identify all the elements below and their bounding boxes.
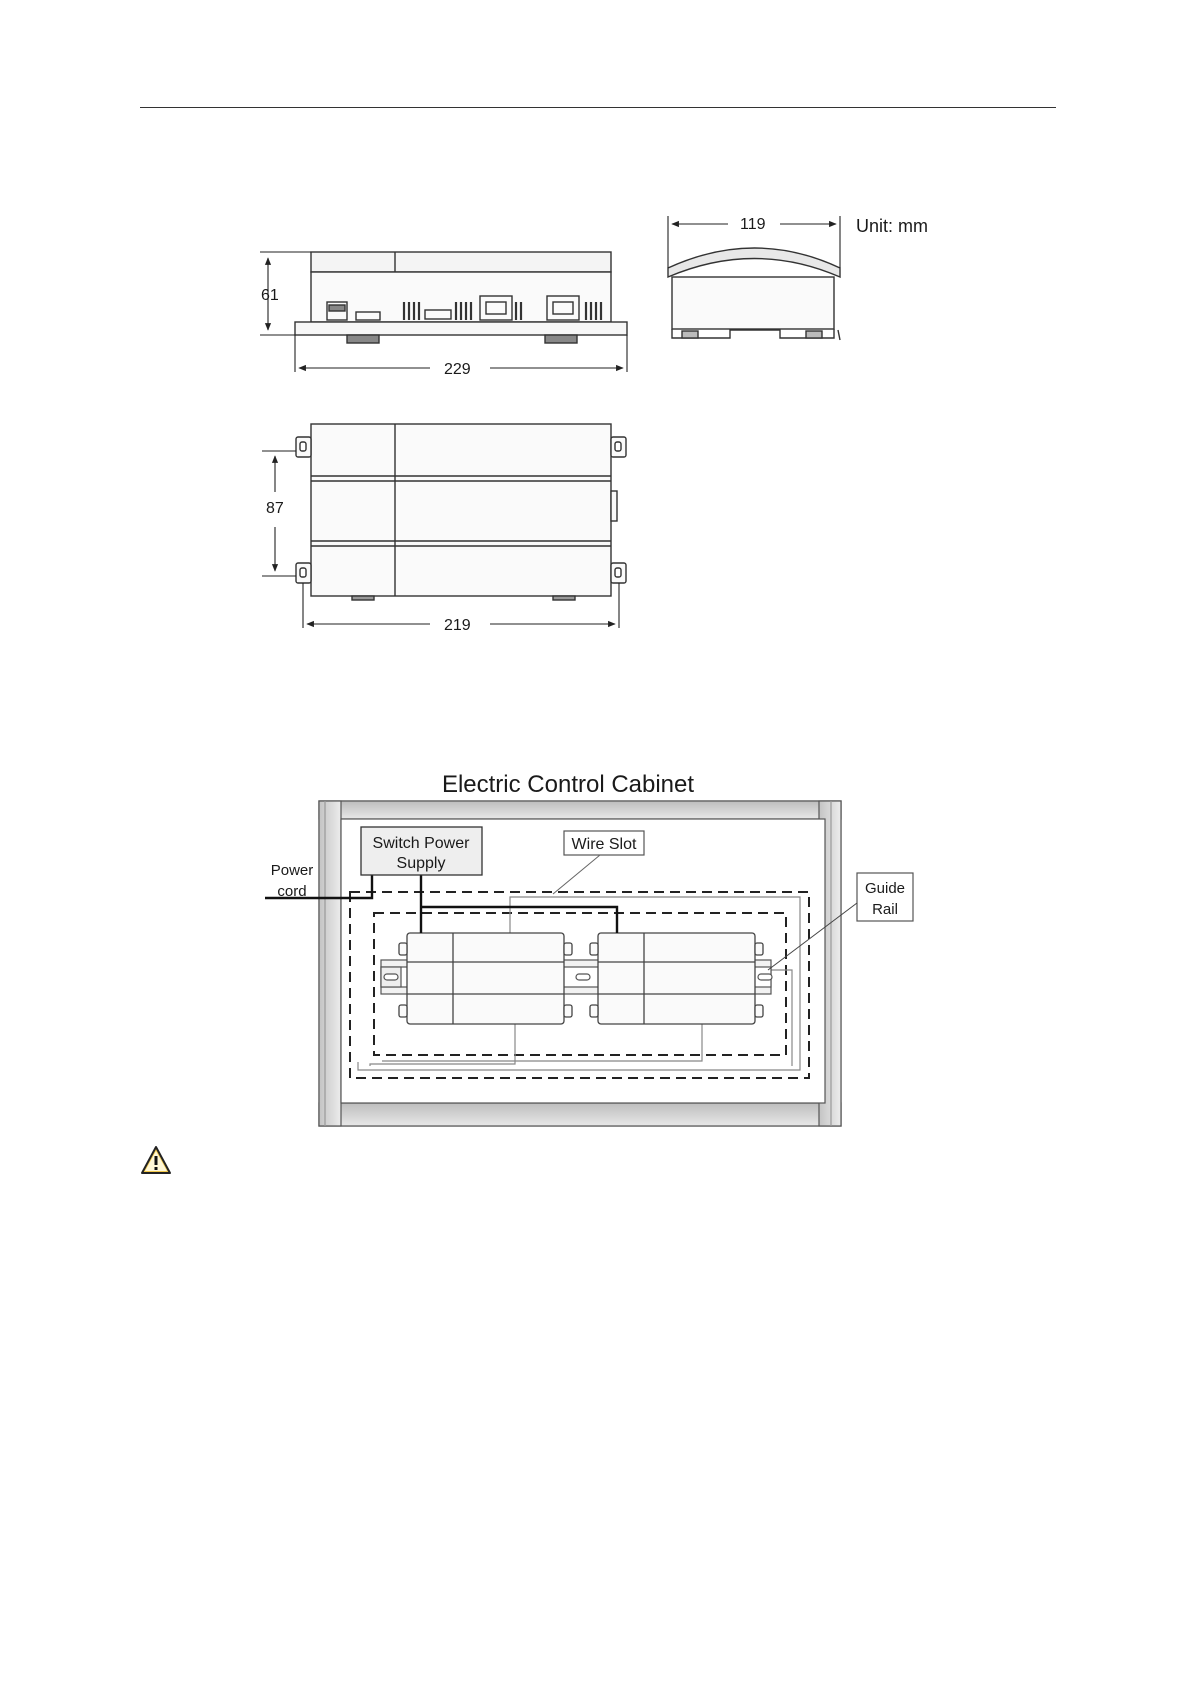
- dimension-drawing: [260, 216, 928, 634]
- controller-module-left: [399, 933, 572, 1024]
- psu-label-line1: Switch Power: [372, 835, 470, 852]
- power-cord-label-line1: Power: [270, 862, 314, 879]
- cabinet-title: Electric Control Cabinet: [441, 771, 695, 798]
- warning-triangle-icon: [142, 1147, 170, 1173]
- top-view: [296, 424, 626, 600]
- depth-label: 87: [266, 500, 284, 517]
- power-cord-label-line2: cord: [277, 883, 307, 900]
- unit-label: Unit: mm: [856, 216, 928, 236]
- cabinet-diagram: [265, 771, 913, 1126]
- guide-rail-label-line1: Guide: [864, 880, 906, 897]
- side-width-label: 119: [740, 216, 766, 233]
- front-width-label: 229: [444, 361, 471, 378]
- psu-label-line2: Supply: [396, 855, 446, 872]
- controller-module-right: [590, 933, 763, 1024]
- height-label: 61: [261, 287, 279, 304]
- top-width-label: 219: [444, 617, 471, 634]
- guide-rail-label-line2: Rail: [872, 901, 898, 918]
- side-view: [668, 248, 840, 340]
- wire-slot-label: Wire Slot: [571, 836, 637, 853]
- front-view: [295, 252, 627, 343]
- switch-power-supply-box: [361, 827, 482, 875]
